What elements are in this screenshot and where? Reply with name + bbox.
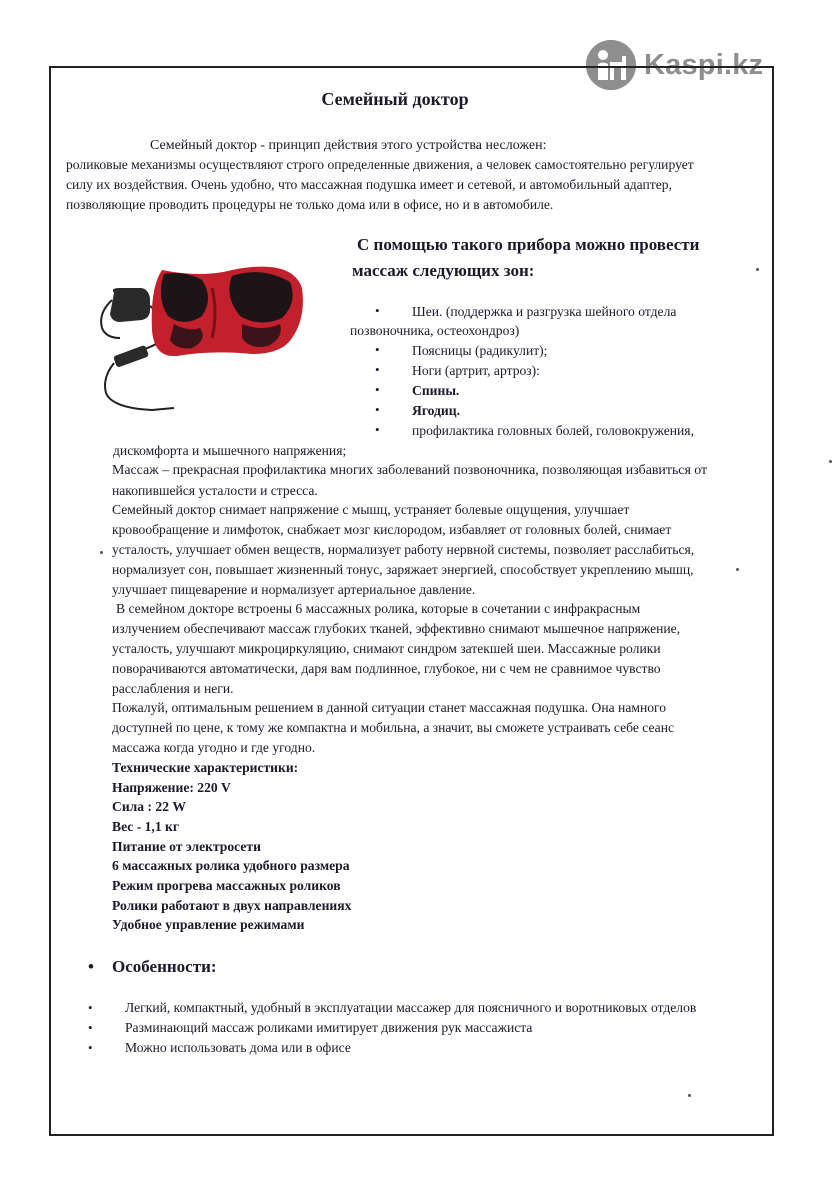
spec-item: Питание от электросети [112,839,261,854]
feature-item: Можно использовать дома или в офисе [125,1040,351,1055]
doctor-line: улучшает пищеварение и нормализует артериальное давление. [112,582,476,597]
specs-heading: Технические характеристики: [112,760,299,775]
scan-speck [829,460,832,463]
features-heading: Особенности: [112,957,217,976]
spec-item: Сила : 22 W [112,799,186,814]
bullet-icon: • [88,957,94,976]
solution-line: Пожалуй, оптимальным решением в данной ситуации станет массажная подушка. Она намного [112,700,667,715]
bullet-icon: • [88,1040,93,1055]
bullet-icon: • [375,402,380,417]
intro-line: роликовые механизмы осуществляют строго определенные движения, а человек самостоятельно регулирует [66,157,694,172]
zones-heading: массаж следующих зон: [352,261,535,280]
rollers-line: поворачиваются автоматически, даря вам подлинное, глубокое, ни с чем не сравнимое чувство [112,661,661,676]
bullet-icon: • [375,342,380,357]
page-title: Семейный доктор [321,89,469,109]
rollers-line: усталость, улучшают микроциркуляцию, снимают синдром затекшей шеи. Массажные ролики [112,641,661,656]
massage-pillow-image [92,258,307,418]
solution-line: доступней по цене, к тому же компактна и мобильна, а значит, вы сможете устраивать себе сеанс [112,720,675,735]
feature-item: Разминающий массаж роликами имитирует движения рук массажиста [125,1020,533,1035]
scan-speck [100,551,103,554]
spec-item: Ролики работают в двух направлениях [112,898,352,913]
spec-item: Режим прогрева массажных роликов [112,878,341,893]
intro-line: силу их воздействия. Очень удобно, что массажная подушка имеет и сетевой, и автомобильный адаптер, [66,177,672,192]
spec-item: 6 массажных ролика удобного размера [112,858,350,873]
zone-item: Ягодиц. [412,403,460,418]
intro-line: Семейный доктор - принцип действия этого устройства несложен: [150,138,547,153]
bullet-icon: • [88,1020,93,1035]
rollers-line: расслабления и неги. [112,681,234,696]
solution-line: массажа когда угодно и где угодно. [112,740,316,755]
scan-speck [736,568,739,571]
scan-speck [756,268,759,271]
spec-item: Напряжение: 220 V [112,780,231,795]
spec-item: Удобное управление режимами [112,917,305,932]
bullet-icon: • [375,303,380,318]
bullet-icon: • [375,382,380,397]
massage-line: Массаж – прекрасная профилактика многих заболеваний позвоночника, позволяющая избавиться от [112,463,708,478]
scan-speck [688,1094,691,1097]
zone-item: Ноги (артрит, артроз): [412,363,540,378]
bullet-icon: • [88,1000,93,1015]
zone-item: Поясницы (радикулит); [412,343,548,358]
rollers-line: В семейном докторе встроены 6 массажных ролика, которые в сочетании с инфракрасным [116,601,641,616]
doctor-line: Семейный доктор снимает напряжение с мышц, устраняет болевые ощущения, улучшает [112,502,630,517]
zone-item: Шеи. (поддержка и разгрузка шейного отдела [412,304,677,319]
zone-item: профилактика головных болей, головокружения, [412,423,694,438]
bullet-icon: • [375,422,380,437]
brand-name: Kaspi.kz [644,48,764,81]
bullet-icon: • [375,362,380,377]
spec-item: Вес - 1,1 кг [112,819,180,834]
zone-item: дискомфорта и мышечного напряжения; [113,443,347,458]
rollers-line: излучением обеспечивают массаж глубоких тканей, эффективно снимают мышечное напряжение, [112,621,681,636]
zone-item: Спины. [412,383,460,398]
zone-item: позвоночника, остеохондроз) [350,323,520,338]
zones-heading: С помощью такого прибора можно провести [357,235,700,254]
massage-line: накопившейся усталости и стресса. [112,483,318,498]
doctor-line: нормализует сон, повышает жизненный тонус, заряжает энергией, способствует укреплению мышц, [112,562,694,577]
intro-line: позволяющие проводить процедуры не только дома или в офисе, но и в автомобиле. [66,197,554,212]
feature-item: Легкий, компактный, удобный в эксплуатации массажер для поясничного и воротниковых отделов [125,1000,697,1015]
doctor-line: усталость, улучшает обмен веществ, нормализует работу нервной системы, позволяет расслабиться, [112,542,695,557]
doctor-line: кровообращение и лимфоток, снабжает мозг кислородом, избавляет от головных болей, снимает [112,522,672,537]
